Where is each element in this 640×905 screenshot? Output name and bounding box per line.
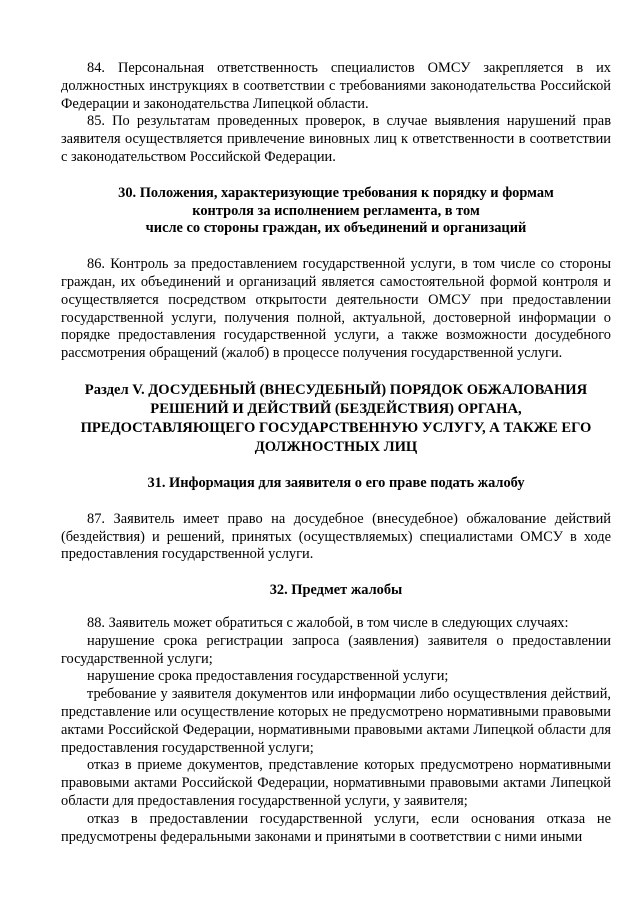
section-v-line-3: ПРЕДОСТАВЛЯЮЩЕГО ГОСУДАРСТВЕННУЮ УСЛУГУ, А ТАКЖЕ ЕГО <box>80 419 592 436</box>
section-v-line-2: РЕШЕНИЙ И ДЕЙСТВИЙ (БЕЗДЕЙСТВИЯ) ОРГАНА, <box>150 400 522 417</box>
paragraph-88: 88. Заявитель может обратиться с жалобой, в том числе в следующих случаях: <box>87 614 569 631</box>
spacer <box>61 363 611 381</box>
heading-30 <box>61 185 611 238</box>
spacer <box>61 564 611 582</box>
section-v-line-4: ДОЛЖНОСТНЫХ ЛИЦ <box>254 438 418 455</box>
heading-30-line-3: числе со стороны граждан, их объединений и организаций <box>145 220 527 237</box>
heading-30-line-2: контроля за исполнением регламента, в том <box>192 202 480 219</box>
paragraph-87: 87. Заявитель имеет право на досудебное (внесудебное) обжалование действий (бездействия) и решений, принятых (осуществляемых) специалистами ОМСУ в ходе предоставления государственной услуги. <box>61 510 611 563</box>
spacer <box>61 167 611 185</box>
list-item-registration-violation: нарушение срока регистрации запроса (заявления) заявителя о предоставлении государственной услуги; <box>61 632 611 667</box>
list-item-acceptance-refusal: отказ в приеме документов, представление которых предусмотрено нормативными правовыми актами Российской Федерации, нормативными правовыми актами Липецкой области для предоставления государственной услуги, у заявителя; <box>61 757 611 809</box>
list-item-document-demand: требование у заявителя документов или информации либо осуществления действий, представление или осуществление которых не предусмотрено нормативными правовыми актами Российской Федерации, нормативными правовыми актами Липецкой области для предоставления государственной услуги; <box>61 686 611 756</box>
spacer <box>61 493 611 511</box>
heading-31: 31. Информация для заявителя о его праве подать жалобу <box>147 474 525 491</box>
section-v-heading <box>61 381 611 457</box>
section-v-line-1: Раздел V. ДОСУДЕБНЫЙ (ВНЕСУДЕБНЫЙ) ПОРЯДОК ОБЖАЛОВАНИЯ <box>84 381 588 398</box>
heading-32: 32. Предмет жалобы <box>269 582 403 599</box>
spacer <box>61 238 611 256</box>
list-item-service-refusal: отказ в предоставлении государственной услуги, если основания отказа не предусмотрены федеральными законами и принятыми в соответствии с ними иными <box>61 810 611 845</box>
paragraph-85: 85. По результатам проведенных проверок, в случае выявления нарушений прав заявителя осуществляется привлечение виновных лиц к ответственности в соответствии с законодательством Российской Федерации. <box>61 113 611 165</box>
paragraph-84: 84. Персональная ответственность специалистов ОМСУ закрепляется в их должностных инструкциях в соответствии с требованиями законодательства Российской Федерации и законодательства Липецкой области. <box>61 60 611 112</box>
list-item-deadline-violation: нарушение срока предоставления государственной услуги; <box>87 668 449 685</box>
document-page <box>61 60 611 846</box>
heading-30-line-1: 30. Положения, характеризующие требования к порядку и формам <box>118 184 554 201</box>
spacer <box>61 600 611 615</box>
spacer <box>61 457 611 475</box>
paragraph-86: 86. Контроль за предоставлением государственной услуги, в том числе со стороны граждан, их объединений и организаций является самостоятельной формой контроля и осуществляется посредством открытости деятельности ОМСУ при предоставлении государственной услуги, получения полной, актуальной, достоверной информации о порядке предоставления государственной услуги, а также возможности досудебного рассмотрения обращений (жалоб) в процессе получения государственной услуги. <box>61 256 611 362</box>
